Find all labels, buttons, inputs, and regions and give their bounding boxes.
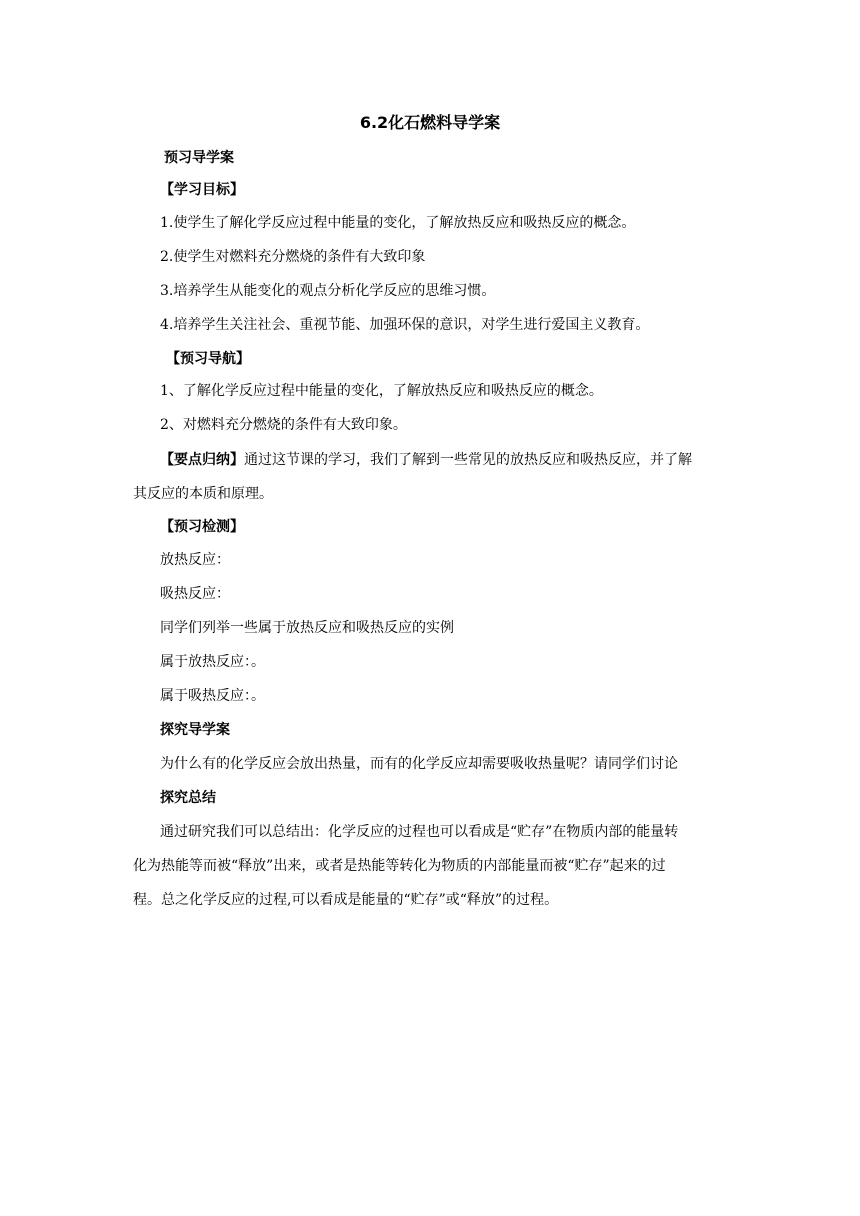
check-item-exothermic: 放热反应： — [160, 552, 230, 568]
check-item-endothermic: 吸热反应： — [160, 586, 230, 602]
objectives-heading: 【学习目标】 — [160, 182, 244, 198]
summary-paragraph-line-1 — [160, 450, 730, 470]
guide-item-2: 2、对燃料充分燃烧的条件有大致印象。 — [160, 417, 407, 433]
objective-item-3: 3.培养学生从能变化的观点分析化学反应的思维习惯。 — [160, 283, 496, 299]
explore-heading: 探究导学案 — [160, 722, 230, 738]
conclusion-line-2: 化为热能等而被“释放”出来，或者是热能等转化为物质的内部能量而被“贮存”起来的过 — [133, 858, 666, 874]
guide-heading: 【预习导航】 — [166, 351, 250, 367]
check-item-examples: 同学们列举一些属于放热反应和吸热反应的实例 — [160, 620, 454, 636]
objective-item-4: 4.培养学生关注社会、重视节能、加强环保的意识，对学生进行爱国主义教育。 — [160, 317, 650, 333]
summary-heading: 【要点归纳】 — [160, 452, 244, 468]
explore-question: 为什么有的化学反应会放出热量，而有的化学反应却需要吸收热量呢？请同学们讨论 — [160, 756, 678, 772]
check-item-exothermic-examples: 属于放热反应：。 — [160, 654, 265, 670]
objective-item-2: 2.使学生对燃料充分燃烧的条件有大致印象 — [160, 249, 426, 265]
preview-heading: 预习导学案 — [164, 150, 234, 166]
conclusion-heading: 探究总结 — [160, 790, 216, 806]
summary-text-line-2: 其反应的本质和原理。 — [133, 486, 273, 502]
conclusion-line-1: 通过研究我们可以总结出：化学反应的过程也可以看成是“贮存”在物质内部的能量转 — [160, 824, 679, 840]
check-item-endothermic-examples: 属于吸热反应：。 — [160, 688, 265, 704]
objective-item-1: 1.使学生了解化学反应过程中能量的变化，了解放热反应和吸热反应的概念。 — [160, 215, 636, 231]
conclusion-line-3: 程。总之化学反应的过程,可以看成是能量的“贮存”或“释放”的过程。 — [133, 892, 559, 908]
check-heading: 【预习检测】 — [160, 519, 244, 535]
guide-item-1: 1、了解化学反应过程中能量的变化，了解放热反应和吸热反应的概念。 — [160, 383, 603, 399]
summary-text-line-1: 通过这节课的学习，我们了解到一些常见的放热反应和吸热反应，并了解 — [244, 452, 692, 468]
document-title: 6.2化石燃料导学案 — [359, 113, 501, 132]
